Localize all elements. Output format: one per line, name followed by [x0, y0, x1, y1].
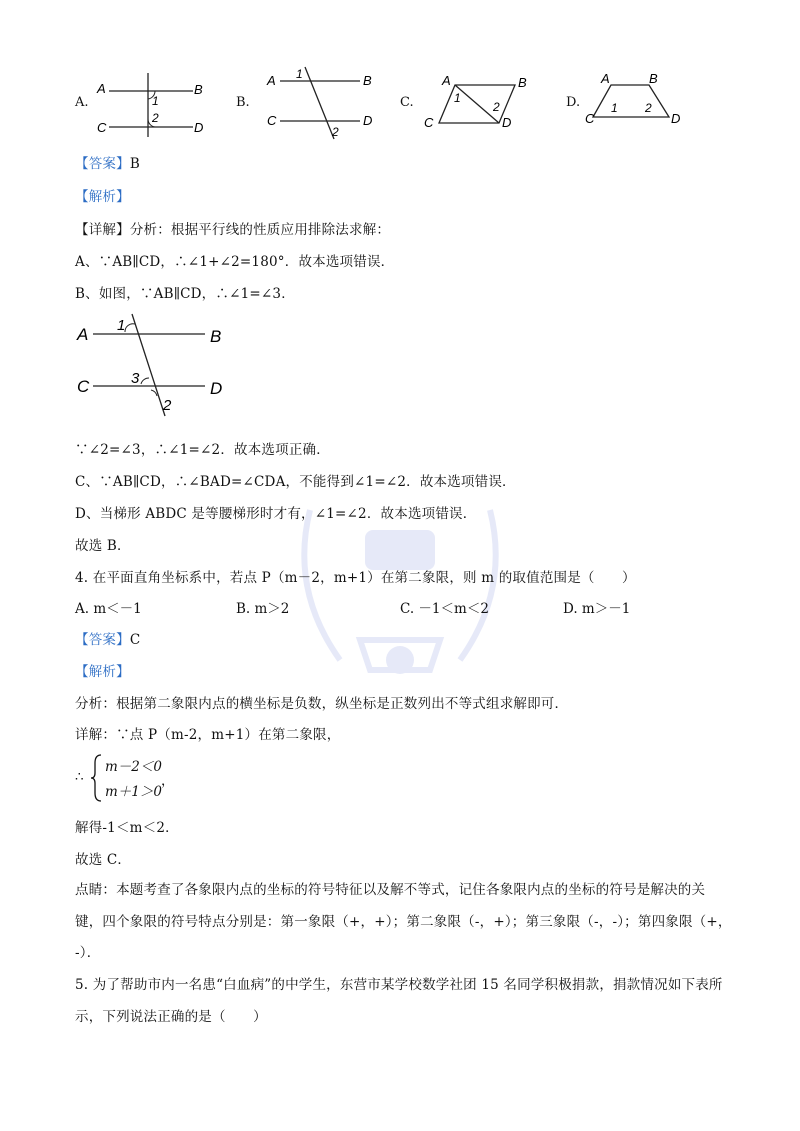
svg-text:A: A	[77, 325, 89, 344]
inequality-1: m－2＜0	[105, 759, 162, 775]
svg-text:3: 3	[131, 370, 140, 387]
svg-text:D: D	[363, 113, 373, 128]
svg-text:1: 1	[454, 91, 461, 105]
answer-tag: 【答案】	[75, 632, 130, 648]
inequality-2: m＋1＞0	[105, 784, 162, 800]
angle-1: 1	[152, 94, 159, 108]
q3-line-b2: ∵∠2=∠3，∴∠1=∠2．故本选项正确．	[75, 442, 330, 458]
q3-line-b: B、如图，∵AB∥CD，∴∠1=∠3．	[75, 286, 295, 302]
figure-option-c	[422, 65, 542, 145]
svg-text:1: 1	[611, 101, 618, 115]
option-b-label: B.	[236, 95, 250, 110]
svg-text:2: 2	[645, 101, 652, 115]
detail-text: 分析：根据平行线的性质应用排除法求解：	[129, 222, 391, 238]
option-d-label: D.	[566, 95, 581, 110]
figure-option-a	[95, 65, 215, 145]
svg-text:D: D	[210, 379, 223, 398]
svg-text:2: 2	[332, 125, 339, 139]
svg-text:2: 2	[163, 397, 172, 414]
svg-text:A: A	[267, 73, 276, 88]
svg-text:1: 1	[296, 67, 303, 81]
figure-option-d	[585, 65, 705, 145]
option-c-label: C.	[400, 95, 414, 110]
q3-analysis-tag: 【解析】	[75, 189, 130, 205]
detail-tag: 【详解】	[75, 222, 130, 238]
svg-text:A: A	[442, 73, 451, 88]
inequality-comma: ，	[161, 773, 175, 789]
svg-text:C: C	[585, 111, 595, 126]
option-a-label: A.	[75, 95, 89, 110]
label-d: D	[194, 120, 204, 135]
answer-value: B	[129, 156, 140, 172]
svg-text:D: D	[671, 111, 681, 126]
q3-choose: 故选 B．	[75, 538, 131, 554]
q4-option-c: C. －1＜m＜2	[400, 601, 489, 617]
q3-detail	[75, 218, 390, 238]
label-a: A	[97, 81, 106, 96]
brace-icon	[89, 753, 103, 803]
q4-question: 4. 在平面直角坐标系中，若点 P（m－2，m+1）在第二象限，则 m 的取值范围是（ ）	[75, 570, 636, 586]
svg-text:C: C	[424, 115, 434, 130]
answer-tag: 【答案】	[75, 156, 130, 172]
q4-analysis-tag: 【解析】	[75, 664, 130, 680]
q4-option-a: A. m＜－1	[75, 601, 142, 617]
q4-comment-1: 点睛：本题考查了各象限内点的坐标的符号特征以及解不等式，记住各象限内点的坐标的符号是解决的关	[75, 882, 706, 898]
therefore-symbol: ∴	[75, 769, 84, 785]
q4-detail-text: 详解：∵点 P（m-2，m+1）在第二象限，	[75, 727, 341, 743]
svg-text:C: C	[267, 113, 277, 128]
angle-2: 2	[152, 111, 159, 125]
q3-answer	[75, 152, 140, 172]
q4-option-b: B. m＞2	[236, 601, 290, 617]
q3-line-a: A、∵AB∥CD，∴∠1+∠2=180°．故本选项错误．	[75, 254, 395, 270]
figure-option-b	[262, 65, 382, 145]
q5-line-1: 5. 为了帮助市内一名患“白血病”的中学生，东营市某学校数学社团 15 名同学积极捐款，捐款情况如下表所	[75, 977, 723, 993]
q4-comment-3: -）．	[75, 945, 101, 961]
q4-analysis-text: 分析：根据第二象限内点的横坐标是负数，纵坐标是正数列出不等式组求解即可．	[75, 696, 569, 712]
svg-text:2: 2	[493, 100, 500, 114]
svg-text:B: B	[363, 73, 372, 88]
answer-value: C	[129, 632, 141, 648]
q4-answer	[75, 628, 140, 648]
svg-text:B: B	[649, 71, 658, 86]
q4-option-d: D. m＞－1	[563, 601, 631, 617]
q3-line-d: D、当梯形 ABDC 是等腰梯形时才有，∠1=∠2．故本选项错误．	[75, 506, 477, 522]
q3-line-c: C、∵AB∥CD，∴∠BAD=∠CDA，不能得到∠1=∠2．故本选项错误．	[75, 474, 516, 490]
svg-text:B: B	[210, 327, 222, 346]
svg-text:D: D	[502, 115, 512, 130]
label-c: C	[97, 120, 107, 135]
svg-text:B: B	[518, 75, 527, 90]
q4-choose: 故选 C．	[75, 852, 132, 868]
q4-solve: 解得-1＜m＜2．	[75, 820, 179, 836]
q4-comment-2: 键，四个象限的符号特点分别是：第一象限（+，+）；第二象限（-，+）；第三象限（-，-）；第四象限（+，	[75, 914, 732, 930]
figure-solution-b	[75, 312, 245, 422]
q5-line-2: 示，下列说法正确的是（ ）	[75, 1009, 267, 1025]
svg-text:A: A	[601, 71, 610, 86]
label-b: B	[194, 82, 203, 97]
svg-text:1: 1	[117, 317, 126, 334]
svg-text:C: C	[77, 377, 90, 396]
